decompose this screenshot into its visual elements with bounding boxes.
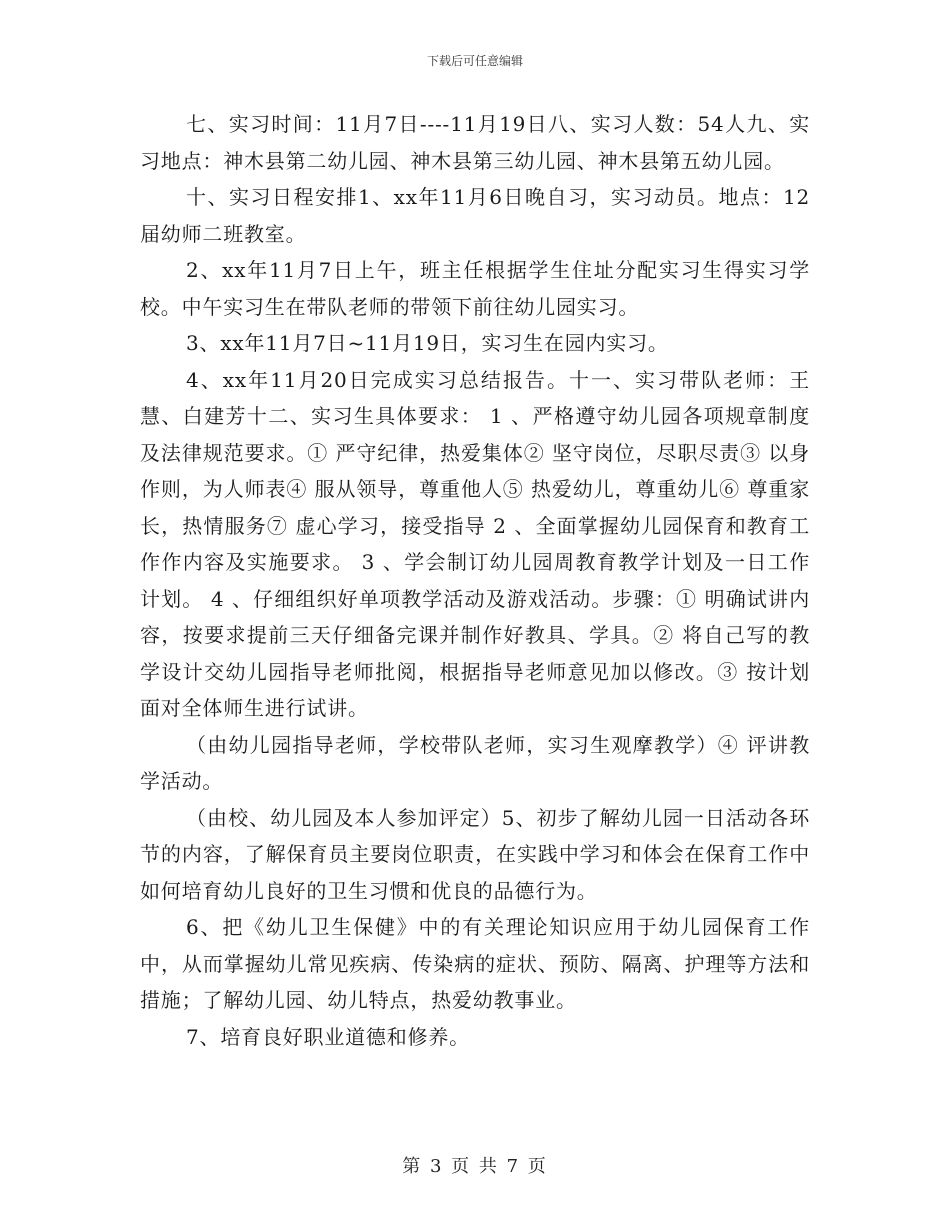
- paragraph-schedule-arrangement: 十、实习日程安排1、xx年11月6日晚自习，实习动员。地点：12届幼师二班教室。: [140, 185, 810, 246]
- paragraph-ethics: 7、培育良好职业道德和修养。: [186, 1024, 470, 1049]
- document-body: [140, 106, 810, 1055]
- paragraph-evaluation: （由校、幼儿园及本人参加评定）5、初步了解幼儿园一日活动各环节的内容，了解保育员主要岗位职责，在实践中学习和体会在保育工作中如何培育幼儿良好的卫生习惯和优良的品德行为。: [140, 805, 810, 903]
- paragraph-requirements: 4、xx年11月20日完成实习总结报告。十一、实习带队老师：王慧、白建芳十二、实习生具体要求： 1 、严格遵守幼儿园各项规章制度及法律规范要求。① 严守纪律，热爱集体② 坚守岗位，尽职尽责③ 以身作则，为人师表④ 服从领导，尊重他人⑤ 热爱幼儿，尊重幼儿⑥ 尊重家长，热情服务⑦ 虚心学习，接受指导 2 、全面掌握幼儿园保育和教育工作作内容及实施要求。 3 、学会制订幼儿园周教育教学计划及一日工作计划。 4 、仔细组织好单项教学活动及游戏活动。步骤：① 明确试讲内容，按要求提前三天仔细备完课并制作好教具、学具。② 将自己写的教学设计交幼儿园指导老师批阅，根据指导老师意见加以修改。③ 按计划面对全体师生进行试讲。: [140, 367, 810, 720]
- page-header-note: 下载后可任意编辑: [426, 54, 523, 68]
- paragraph-school-assignment: 2、xx年11月7日上午，班主任根据学生住址分配实习生得实习学校。中午实习生在带队老师的带领下前往幼儿园实习。: [140, 258, 810, 319]
- paragraph-internship-period: 3、xx年11月7日~11月19日，实习生在园内实习。: [186, 331, 669, 355]
- paragraph-observation: （由幼儿园指导老师，学校带队老师，实习生观摩教学）④ 评讲教学活动。: [140, 732, 810, 793]
- paragraph-health-care: 6、把《幼儿卫生保健》中的有关理论知识应用于幼儿园保育工作中，从而掌握幼儿常见疾病、传染病的症状、预防、隔离、护理等方法和措施；了解幼儿园、幼儿特点，热爱幼教事业。: [140, 915, 810, 1012]
- page-number: 第 3 页 共 7 页: [402, 1156, 548, 1177]
- paragraph-internship-schedule: 七、实习时间：11月7日----11月19日八、实习人数：54人九、实习地点：神木县第二幼儿园、神木县第三幼儿园、神木县第五幼儿园。: [140, 112, 810, 173]
